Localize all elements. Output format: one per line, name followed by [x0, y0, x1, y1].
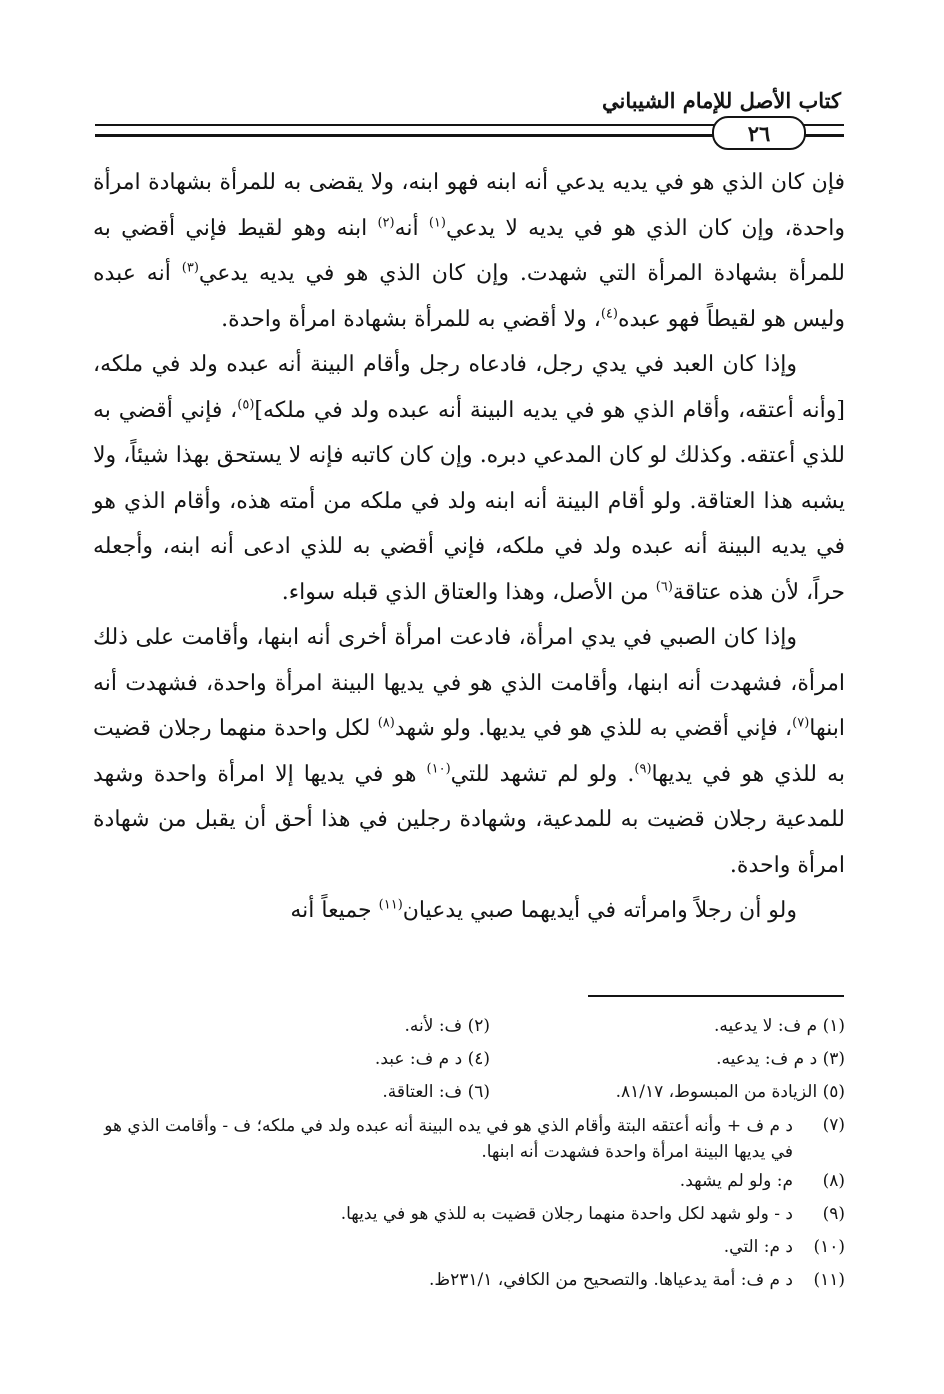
text-run: فإن كان الذي هو في يديه يدعي أنه ابنه فهو ابنه، ولا يقضى به للمرأة بشهادة امرأة واحدة، وإن كان الذي هو في يديه لا يدعي: [93, 170, 845, 241]
text-run: . ولو لم تشهد للتي: [450, 761, 635, 787]
footnote-text: د م: التي.: [723, 1237, 793, 1257]
text-run: هو في يديها إلا امرأة واحدة وشهد للمدعية رجلان قضيت به للمدعية، وشهادة رجلين في هذا أحق أن يقبل من شهادة امرأة واحدة.: [93, 761, 845, 878]
footnote-8: [95, 1165, 845, 1198]
text-run: أنه: [394, 215, 429, 241]
footnote-text: م: ولو لم يشهد.: [679, 1171, 793, 1191]
footnote-7: [95, 1109, 845, 1165]
footnote-number: (٧): [822, 1115, 845, 1135]
footnote-2: (٢) ف: لأنه.: [404, 1016, 490, 1036]
footnote-ref-6[interactable]: (٦): [655, 579, 673, 595]
text-run: جميعاً أنه: [290, 898, 379, 923]
text-run: وإذا كان الصبي في يدي امرأة، فادعت امرأة أخرى أنه ابنها، وأقامت على ذلك امرأة، فشهدت أنه ابنها، وأقامت الذي هو في يديها البينة امرأة واحدة، فشهدت أنه ابنها: [93, 625, 846, 741]
page-number: ٢٦: [747, 120, 771, 146]
text-run: ، فإني أقضي به للذي أعتقه. وكذلك لو كان المدعي دبره. وإن كان كاتبه فإنه لا يستحق بهذا شيئاً، ولا يشبه هذا العتاقة. ولو أقام البينة أنه ابنه ولد في ملكه من أمته هذه، وأقام الذي هو في يديه البينة أنه عبده ولد في ملكه، فإني أقضي به للذي ادعى أنه ابنه، وأجعله حراً، لأن هذه عتاقة: [93, 397, 845, 605]
footnote-row: [95, 1043, 845, 1076]
main-text: [93, 160, 845, 934]
footnote-ref-7[interactable]: (٧): [792, 715, 810, 731]
paragraph-4: [93, 888, 845, 934]
footnote-row: [95, 1076, 845, 1109]
footnote-ref-1[interactable]: (١): [428, 215, 446, 231]
text-run: لكل واحدة منهما رجلان قضيت به للذي هو في يديها: [93, 716, 845, 787]
footnote-4: (٤) د م ف: عبد.: [374, 1049, 490, 1069]
text-run: من الأصل، وهذا والعتاق الذي قبله سواء.: [281, 579, 656, 605]
text-run: ، فإني أقضي به للذي هو في يديها. ولو شهد: [394, 716, 793, 741]
footnote-number: (٩): [822, 1204, 845, 1224]
running-head-title: كتاب الأصل للإمام الشيباني: [602, 88, 841, 113]
paragraph-3: [93, 615, 845, 888]
footnote-separator: [588, 995, 844, 997]
footnote-9: [95, 1198, 845, 1231]
footnote-ref-4[interactable]: (٤): [600, 306, 618, 322]
footnote-number: (١١): [813, 1270, 845, 1290]
footnote-text: د م ف + وأنه أعتقه البتة وأقام الذي هو في يده البينة أنه عبده ولد في ملكه؛ ف - وأقامت الذي هو في يديها البينة امرأة واحدة فشهدت أنه ابنها.: [104, 1116, 793, 1162]
footnote-6: (٦) ف: العتاقة.: [382, 1082, 490, 1102]
text-run: ، ولا أقضي به للمرأة بشهادة امرأة واحدة.: [221, 306, 601, 332]
text-run: وإذا كان العبد في يدي رجل، فادعاه رجل وأقام البينة أنه عبده ولد في ملكه، [وأنه أعتقه، وأقام الذي هو في يديه البينة أنه عبده ولد في ملكه]: [93, 352, 845, 423]
footnote-1: (١) م ف: لا يدعيه.: [713, 1016, 845, 1036]
text-run: ابنه وهو لقيط فإني أقضي به للمرأة بشهادة المرأة التي شهدت. وإن كان الذي هو في يديه يدعي: [93, 215, 845, 286]
footnote-ref-5[interactable]: (٥): [237, 397, 255, 413]
footnote-text: د - ولو شهد لكل واحدة منهما رجلان قضيت به للذي هو في يديها.: [340, 1204, 793, 1224]
paragraph-1: [93, 160, 845, 342]
footnote-5: (٥) الزيادة من المبسوط، ٨١/١٧.: [615, 1082, 845, 1102]
text-run: ولو أن رجلاً وامرأته في أيديهما صبي يدعيان: [402, 898, 797, 923]
text-run: أنه عبده وليس هو لقيطاً فهو عبده: [93, 261, 845, 332]
footnote-ref-9[interactable]: (٩): [634, 761, 652, 777]
footnote-ref-10[interactable]: (١٠): [426, 761, 451, 777]
footnote-ref-2[interactable]: (٢): [377, 215, 395, 231]
footnote-number: (٨): [822, 1171, 845, 1191]
footnote-text: د م ف: أمة يدعياها. والتصحيح من الكافي، ٢٣١/١ظ.: [428, 1270, 793, 1290]
page-number-badge: [712, 116, 806, 150]
footnote-11: [95, 1264, 845, 1297]
footnote-ref-8[interactable]: (٨): [377, 715, 395, 731]
footnote-number: (١٠): [813, 1237, 845, 1257]
footnote-3: (٣) د م ف: يدعيه.: [716, 1049, 845, 1069]
footnote-ref-11[interactable]: (١١): [378, 897, 403, 913]
footnotes: [95, 1010, 845, 1297]
footnote-10: [95, 1231, 845, 1264]
paragraph-2: [93, 342, 845, 615]
footnote-row: [95, 1010, 845, 1043]
footnote-ref-3[interactable]: (٣): [181, 260, 199, 276]
